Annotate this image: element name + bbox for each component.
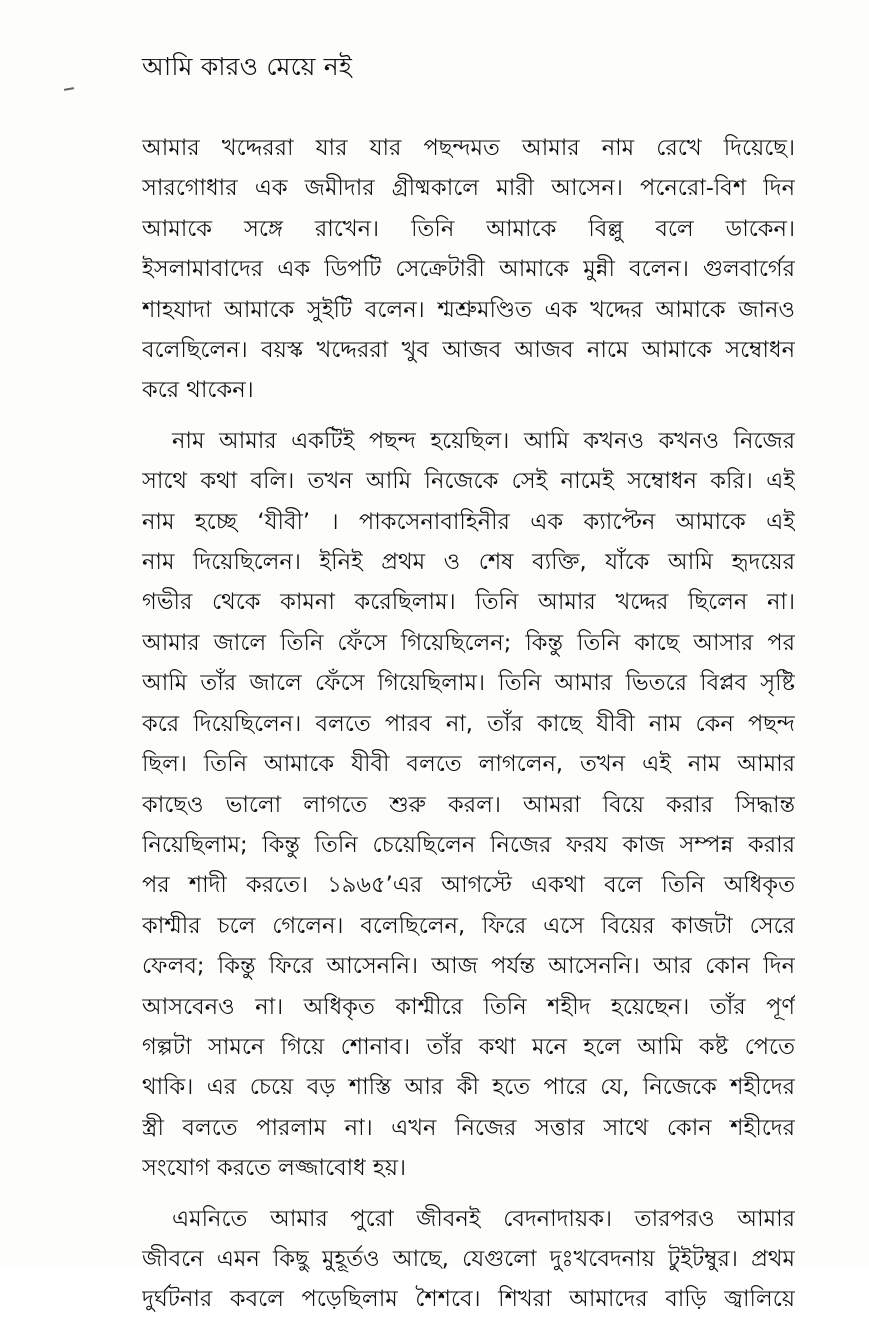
text-line: কাশ্মীর চলে গেলেন। বলেছিলেন, ফিরে এসে বিয়ের কাজটা সেরে — [142, 912, 795, 939]
paragraph-2 — [142, 421, 795, 1189]
text-line: নাম হচ্ছে ‘যীবী’ । পাকসেনাবাহিনীর এক ক্যাপ্টেন আমাকে এই — [142, 508, 795, 535]
scan-mark — [64, 87, 74, 91]
text-line: আমি তাঁর জালে ফেঁসে গিয়েছিলাম। তিনি আমার ভিতরে বিপ্লব সৃষ্টি — [142, 670, 795, 697]
text-line: আসবেনও না। অধিকৃত কাশ্মীরে তিনি শহীদ হয়েছেন। তাঁর পূর্ণ — [142, 993, 795, 1020]
text-line: গভীর থেকে কামনা করেছিলাম। তিনি আমার খদ্দের ছিলেন না। — [142, 589, 795, 616]
text-line: নিয়েছিলাম; কিন্তু তিনি চেয়েছিলেন নিজের ফরয কাজ সম্পন্ন করার — [142, 831, 795, 858]
text-line: এমনিতে আমার পুরো জীবনই বেদনাদায়ক। তারপরও আমার — [172, 1205, 795, 1232]
text-line: শাহযাদা আমাকে সুইটি বলেন। শ্মশ্রুমণ্ডিত এক খদ্দের আমাকে জানও — [142, 296, 795, 323]
text-line: ইসলামাবাদের এক ডিপটি সেক্রেটারী আমাকে মুন্নী বলেন। গুলবার্গের — [142, 256, 795, 283]
text-line: করে থাকেন। — [142, 377, 254, 404]
text-line: আমাকে সঙ্গে রাখেন। তিনি আমাকে বিল্লু বলে ডাকেন। — [142, 215, 795, 242]
paragraph-1 — [142, 128, 795, 411]
text-line: থাকি। এর চেয়ে বড় শাস্তি আর কী হতে পারে যে, নিজেকে শহীদের — [142, 1074, 795, 1101]
text-line: সারগোধার এক জমীদার গ্রীষ্মকালে মারী আসেন। পনেরো-বিশ দিন — [142, 175, 795, 202]
text-line: আমার খদ্দেররা যার যার পছন্দমত আমার নাম রেখে দিয়েছে। — [142, 135, 795, 161]
text-line: ফেলব; কিন্তু ফিরে আসেননি। আজ পর্যন্ত আসেননি। আর কোন দিন — [142, 953, 795, 980]
text-line: ছিল। তিনি আমাকে যীবী বলতে লাগলেন, তখন এই নাম আমার — [142, 751, 795, 778]
text-line: দুর্ঘটনার কবলে পড়েছিলাম শৈশবে। শিখরা আমাদের বাড়ি জ্বালিয়ে — [142, 1286, 795, 1313]
running-header: আমি কারও মেয়ে নই — [142, 52, 353, 81]
text-line: নাম আমার একটিই পছন্দ হয়েছিল। আমি কখনও কখনও নিজের — [172, 427, 795, 454]
body-text — [142, 128, 795, 1330]
text-line: গল্পটা সামনে গিয়ে শোনাব। তাঁর কথা মনে হলে আমি কষ্ট পেতে — [142, 1033, 795, 1060]
text-line: বলেছিলেন। বয়স্ক খদ্দেররা খুব আজব আজব নামে আমাকে সম্বোধন — [142, 337, 795, 364]
text-line: স্ত্রী বলতে পারলাম না। এখন নিজের সত্তার সাথে কোন শহীদের — [142, 1114, 795, 1141]
text-line: আমার জালে তিনি ফেঁসে গিয়েছিলেন; কিন্তু তিনি কাছে আসার পর — [142, 629, 795, 656]
text-line: পর শাদী করতে। ১৯৬৫’এর আগস্টে একথা বলে তিনি অধিকৃত — [142, 872, 795, 899]
paragraph-3 — [142, 1199, 795, 1320]
text-line: করে দিয়েছিলেন। বলতে পারব না, তাঁর কাছে যীবী নাম কেন পছন্দ — [142, 710, 795, 737]
text-line: সংযোগ করতে লজ্জাবোধ হয়। — [142, 1155, 407, 1182]
text-line: জীবনে এমন কিছু মুহূর্তও আছে, যেগুলো দুঃখবেদনায় টুইটম্বুর। প্রথম — [142, 1245, 795, 1272]
text-line: সাথে কথা বলি। তখন আমি নিজেকে সেই নামেই সম্বোধন করি। এই — [142, 468, 795, 495]
text-line: কাছেও ভালো লাগতে শুরু করল। আমরা বিয়ে করার সিদ্ধান্ত — [142, 791, 795, 818]
text-line: নাম দিয়েছিলেন। ইনিই প্রথম ও শেষ ব্যক্তি, যাঁকে আমি হৃদয়ের — [142, 549, 795, 576]
